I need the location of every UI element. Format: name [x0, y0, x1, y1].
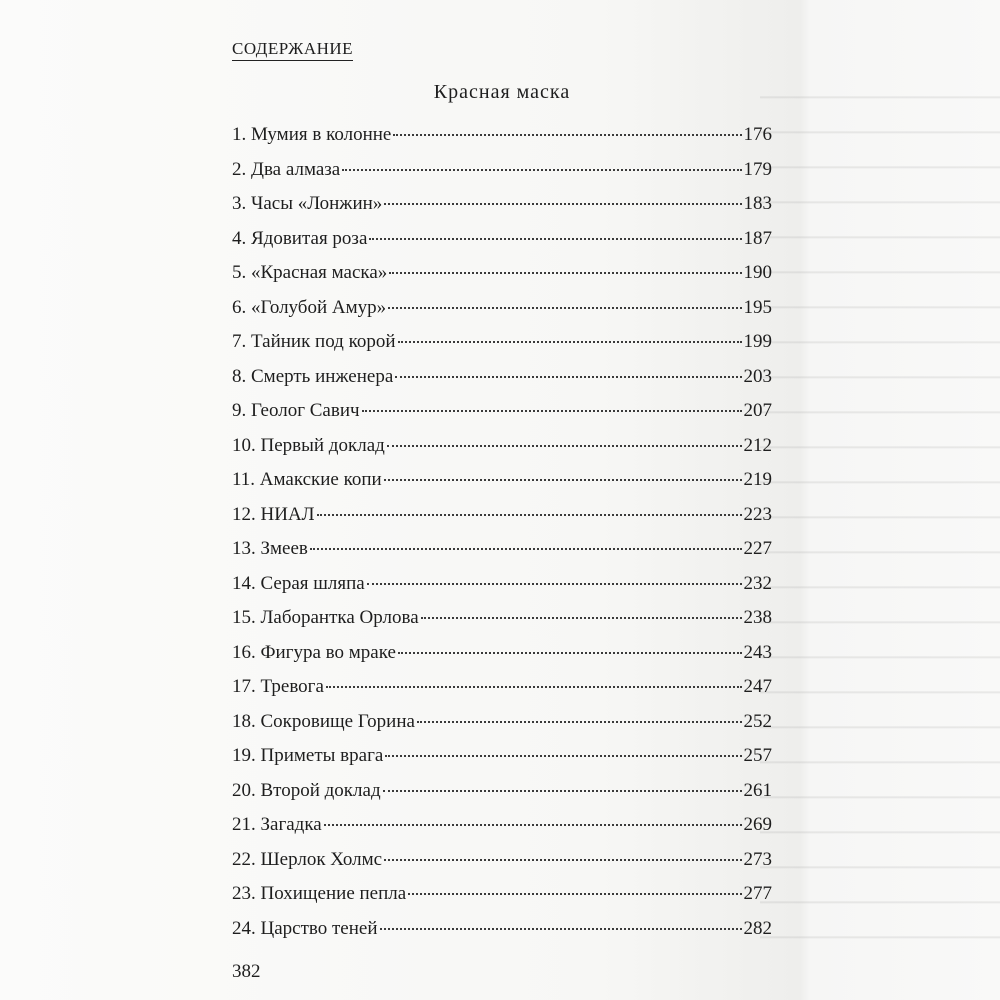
toc-entry-title: 12. НИАЛ	[232, 503, 315, 525]
toc-entry-title: 6. «Голубой Амур»	[232, 296, 387, 318]
toc-entry-page: 207	[743, 400, 772, 421]
toc-entry-page: 176	[743, 124, 772, 145]
leader-dots	[310, 548, 742, 550]
toc-entry	[232, 431, 772, 466]
toc-entry	[232, 672, 772, 707]
page-number: 382	[232, 961, 261, 982]
leader-dots	[398, 341, 742, 343]
toc-entry-page: 219	[743, 469, 772, 490]
toc-entry-page: 261	[743, 779, 772, 801]
toc-entry	[232, 120, 772, 155]
toc-entry	[232, 258, 772, 293]
toc-entry	[232, 224, 772, 259]
leader-dots	[384, 859, 741, 861]
toc-entry	[232, 327, 772, 362]
toc-entry-page: 252	[743, 710, 772, 732]
toc-entry-title: 10. Первый доклад	[232, 434, 385, 456]
toc-entry-title: 19. Приметы врага	[232, 745, 384, 766]
leader-dots	[408, 893, 741, 895]
toc-entry-page: 227	[743, 538, 772, 559]
toc-entry-title: 9. Геолог Савич	[232, 400, 360, 421]
toc-entry	[232, 914, 772, 949]
leader-dots	[417, 721, 742, 723]
toc-entry-title: 24. Царство теней	[232, 917, 378, 939]
toc-entry-page: 238	[743, 607, 772, 628]
toc-entry-title: 11. Амакские копи	[232, 469, 382, 490]
toc-entry	[232, 362, 772, 397]
leader-dots	[342, 169, 741, 171]
toc-entry	[232, 707, 772, 742]
toc-entry	[232, 603, 772, 638]
toc-entry	[232, 845, 772, 880]
toc-entry-page: 195	[743, 296, 772, 318]
toc-entry	[232, 500, 772, 535]
toc-entry-page: 243	[743, 641, 772, 663]
leader-dots	[398, 652, 742, 654]
leader-dots	[421, 617, 742, 619]
toc-entry	[232, 569, 772, 604]
leader-dots	[387, 445, 742, 447]
toc-entry-page: 257	[743, 745, 772, 766]
leader-dots	[393, 134, 741, 136]
toc-entry-title: 15. Лаборантка Орлова	[232, 607, 419, 628]
toc-entry-title: 20. Второй доклад	[232, 779, 381, 801]
toc-entry-page: 183	[743, 193, 772, 214]
toc-entry-title: 13. Змеев	[232, 538, 308, 559]
toc-entry	[232, 155, 772, 190]
leader-dots	[369, 238, 741, 240]
show-through-texture	[760, 70, 1000, 970]
leader-dots	[384, 203, 741, 205]
leader-dots	[383, 790, 742, 792]
toc-entry-title: 23. Похищение пепла	[232, 883, 407, 904]
toc-entry-page: 277	[743, 883, 772, 904]
toc-entry-title: 8. Смерть инженера	[232, 365, 394, 387]
toc-entry	[232, 741, 772, 776]
toc-entry-page: 269	[743, 814, 772, 835]
toc-entry-title: 3. Часы «Лонжин»	[232, 193, 383, 214]
section-title: Красная маска	[433, 81, 571, 103]
leader-dots	[380, 928, 742, 930]
leader-dots	[326, 686, 742, 688]
toc-entry-title: 2. Два алмаза	[232, 158, 341, 180]
toc-entry-page: 232	[743, 572, 772, 594]
leader-dots	[389, 272, 741, 274]
toc-entry-page: 199	[743, 331, 772, 352]
toc-entry	[232, 396, 772, 431]
toc-entry-title: 5. «Красная маска»	[232, 262, 388, 283]
toc-entry-title: 7. Тайник под корой	[232, 331, 396, 352]
toc-entry-page: 190	[743, 262, 772, 283]
toc-entry-title: 21. Загадка	[232, 814, 322, 835]
toc-entry	[232, 534, 772, 569]
toc-entry-title: 16. Фигура во мраке	[232, 641, 396, 663]
toc-entry-title: 18. Сокровище Горина	[232, 710, 415, 732]
toc-entry	[232, 189, 772, 224]
leader-dots	[362, 410, 742, 412]
toc-entry-title: 1. Мумия в колонне	[232, 124, 392, 145]
leader-dots	[324, 824, 742, 826]
toc-entry-page: 247	[743, 676, 772, 697]
toc-entry	[232, 776, 772, 811]
leader-dots	[395, 376, 741, 378]
running-head: СОДЕРЖАНИЕ	[232, 39, 353, 61]
toc-entry-page: 273	[743, 848, 772, 870]
toc-entry-page: 282	[743, 917, 772, 939]
toc-entry-page: 212	[743, 434, 772, 456]
toc-entry-page: 187	[743, 227, 772, 249]
toc-entry	[232, 879, 772, 914]
leader-dots	[367, 583, 742, 585]
leader-dots	[384, 479, 742, 481]
toc-entry	[232, 810, 772, 845]
table-of-contents	[232, 120, 772, 948]
toc-entry	[232, 638, 772, 673]
toc-entry-page: 203	[743, 365, 772, 387]
leader-dots	[317, 514, 742, 516]
toc-entry	[232, 465, 772, 500]
leader-dots	[385, 755, 741, 757]
toc-entry-page: 223	[743, 503, 772, 525]
toc-entry-title: 4. Ядовитая роза	[232, 227, 368, 249]
toc-entry-page: 179	[743, 158, 772, 180]
toc-entry-title: 14. Серая шляпа	[232, 572, 365, 594]
toc-entry-title: 17. Тревога	[232, 676, 324, 697]
toc-entry-title: 22. Шерлок Холмс	[232, 848, 383, 870]
toc-entry	[232, 293, 772, 328]
leader-dots	[388, 307, 741, 309]
